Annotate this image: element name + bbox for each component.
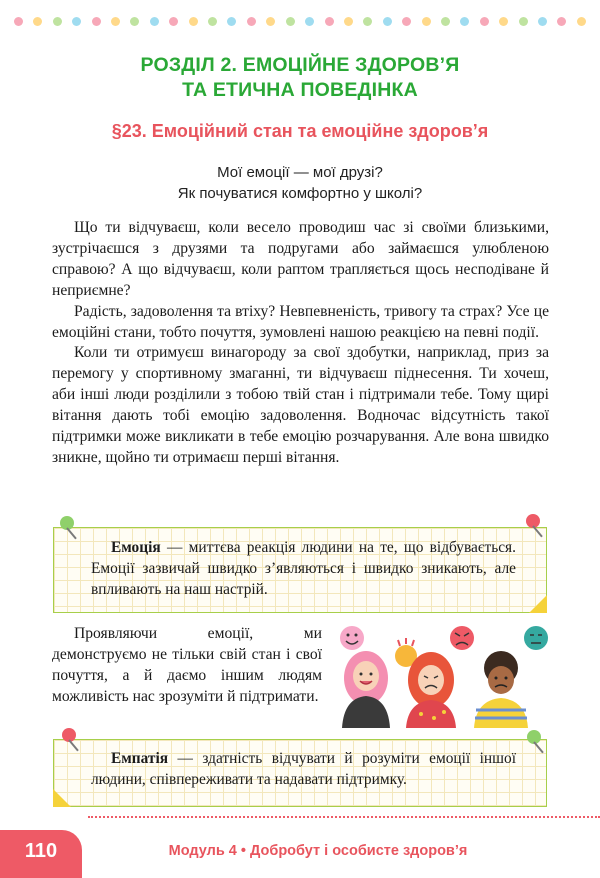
red-pin-icon (62, 728, 76, 742)
decorative-dot (92, 17, 101, 26)
boy-curly-hair-figure (474, 651, 528, 728)
page-number-tab (0, 830, 82, 878)
chapter-title-line-2: ТА ЕТИЧНА ПОВЕДІНКА (182, 79, 418, 101)
decorative-dot (227, 17, 236, 26)
decorative-dot (557, 17, 566, 26)
paragraph-2: Радість, задоволення та втіху? Невпевненість, тривогу та страх? Усе це емоційні стани, тобто почуття, зумовлені нашою реакцією на певні події. (52, 302, 549, 341)
definition-box-emotion (53, 527, 547, 613)
decorative-dot (363, 17, 372, 26)
paragraph-4: Проявляючи емоції, ми демонструємо не тільки свій стан і свої почуття, а й даємо іншим людям можливість нас зрозуміти й підтримати. (52, 625, 322, 705)
definition-empathy-term: Емпатія (111, 750, 169, 767)
green-pin-icon (60, 516, 74, 530)
decorative-dot (383, 17, 392, 26)
decorative-dot (305, 17, 314, 26)
sad-emoji-icon (524, 626, 548, 650)
intro-text (52, 218, 549, 469)
decorative-dot (538, 17, 547, 26)
decorative-dot-row (14, 17, 586, 27)
decorative-dot (422, 17, 431, 26)
girl-pink-hair-figure (342, 651, 390, 728)
decorative-dot (441, 17, 450, 26)
decorative-dot (130, 17, 139, 26)
guiding-questions (0, 162, 600, 204)
decorative-dot (208, 17, 217, 26)
chapter-title (0, 53, 600, 103)
module-title: Модуль 4 • Добробут і особисте здоров’я (168, 843, 468, 859)
decorative-dot (577, 17, 586, 26)
question-1: Мої емоції — мої друзі? (217, 164, 383, 181)
decorative-dot (325, 17, 334, 26)
decorative-dot (247, 17, 256, 26)
decorative-dot (402, 17, 411, 26)
question-2: Як почуватися комфортно у школі? (177, 185, 423, 202)
decorative-dot (111, 17, 120, 26)
decorative-dot (169, 17, 178, 26)
decorative-dot (460, 17, 469, 26)
decorative-dot (480, 17, 489, 26)
decorative-dot (33, 17, 42, 26)
girl-red-hair-figure (406, 652, 456, 728)
decorative-dot (499, 17, 508, 26)
corner-fold-icon (53, 789, 71, 807)
emotion-expression-text (52, 624, 322, 708)
decorative-dot (72, 17, 81, 26)
decorative-dot (519, 17, 528, 26)
definition-box-empathy (53, 739, 547, 807)
definition-empathy-body: — здатність відчувати й розуміти емоції іншої людини, співпереживати та надавати підтримку. (91, 750, 516, 788)
chapter-title-line-1: РОЗДІЛ 2. ЕМОЦІЙНЕ ЗДОРОВ’Я (140, 54, 460, 76)
definition-emotion-body: — миттєва реакція людини на те, що відбувається. Емоції зазвичай швидко з’являються і швидко зникають, але впливають на наш настрій. (91, 539, 516, 598)
section-title: §23. Емоційний стан та емоційне здоров’я (111, 121, 489, 141)
decorative-dot (189, 17, 198, 26)
green-pin-icon (527, 730, 541, 744)
page-number: 110 (24, 839, 58, 862)
decorative-dot (150, 17, 159, 26)
corner-fold-icon (529, 595, 547, 613)
decorative-dot (53, 17, 62, 26)
paragraph-3: Коли ти отримуєш винагороду за свої здобутки, наприклад, приз за перемогу у спортивному змаганні, ти відчуваєш піднесення. Ти хочеш, аби інші люди розділили з тобою твій стан і підтримали тебе. Тому щирі вітання дають тобі емоцію задоволення. Водночас відсутність такої підтримки може викликати в тебе емоцію розчарування. Але вона швидко зникне, щойно ти отримаєш перші вітання. (52, 344, 549, 466)
red-pin-icon (526, 514, 540, 528)
decorative-dot (14, 17, 23, 26)
decorative-dot (286, 17, 295, 26)
smiley-emoji-icon (340, 626, 364, 650)
decorative-dot (344, 17, 353, 26)
definition-empathy-text (91, 749, 516, 791)
footer-divider (88, 816, 600, 818)
paragraph-1: Що ти відчуваєш, коли весело проводиш час зі своїми близькими, зустрічаєшся з друзями та подругами або займаєшся улюбленою справою? А що відчуваєш, коли раптом трапляється щось несподіване й неприємне? (52, 219, 549, 299)
definition-emotion-text (91, 538, 516, 600)
children-emotions-illustration (336, 618, 554, 728)
angry-emoji-icon (450, 626, 474, 650)
definition-emotion-term: Емоція (111, 539, 161, 556)
decorative-dot (266, 17, 275, 26)
